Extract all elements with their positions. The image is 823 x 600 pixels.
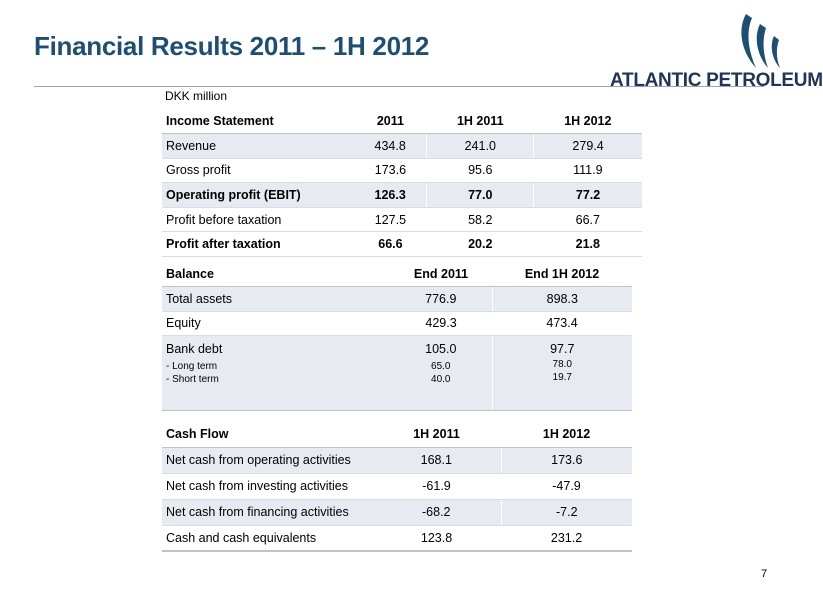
table-row bbox=[162, 158, 642, 183]
table-row-bank-debt bbox=[162, 336, 632, 411]
page-title: Financial Results 2011 – 1H 2012 bbox=[34, 31, 430, 61]
bank-debt-value: 105.0 bbox=[425, 342, 457, 356]
cell-value: 776.9 bbox=[390, 287, 492, 312]
column-header: 1H 2011 bbox=[372, 421, 501, 447]
table-row bbox=[162, 473, 632, 499]
cell-value: 434.8 bbox=[354, 134, 427, 159]
company-logo bbox=[600, 10, 823, 92]
column-header: Balance bbox=[162, 262, 390, 287]
cell-value: -61.9 bbox=[372, 473, 501, 499]
cell-value: -68.2 bbox=[372, 499, 501, 525]
row-label: Operating profit (EBIT) bbox=[162, 183, 354, 208]
cell-value: 279.4 bbox=[534, 134, 642, 159]
cell-value: 473.4 bbox=[492, 311, 632, 336]
sub-value: 65.0 bbox=[431, 361, 451, 372]
row-label: Gross profit bbox=[162, 158, 354, 183]
row-label bbox=[162, 336, 390, 411]
cell-value: 126.3 bbox=[354, 183, 427, 208]
table-row bbox=[162, 499, 632, 525]
cash-flow-table bbox=[162, 421, 632, 552]
table-row bbox=[162, 232, 642, 257]
table-row bbox=[162, 207, 642, 232]
row-label: Equity bbox=[162, 311, 390, 336]
cell-value: 21.8 bbox=[534, 232, 642, 257]
column-header: End 2011 bbox=[390, 262, 492, 287]
logo-wordmark: ATLANTIC PETROLEUM bbox=[610, 70, 823, 91]
row-label: Total assets bbox=[162, 287, 390, 312]
cell-value: 58.2 bbox=[427, 207, 534, 232]
cell-value: 127.5 bbox=[354, 207, 427, 232]
cell-value: 95.6 bbox=[427, 158, 534, 183]
column-header: 1H 2012 bbox=[501, 421, 632, 447]
table-row bbox=[162, 134, 642, 159]
sub-label: - Long term bbox=[166, 361, 218, 372]
sub-value: 40.0 bbox=[431, 374, 451, 385]
cell-value: 77.0 bbox=[427, 183, 534, 208]
row-label: Profit before taxation bbox=[162, 207, 354, 232]
row-label: Net cash from operating activities bbox=[162, 447, 372, 473]
table-header-row bbox=[162, 109, 642, 134]
column-header: End 1H 2012 bbox=[492, 262, 632, 287]
cell-value: 429.3 bbox=[390, 311, 492, 336]
cell-value: 231.2 bbox=[501, 525, 632, 551]
column-header: Cash Flow bbox=[162, 421, 372, 447]
cell-value: 241.0 bbox=[427, 134, 534, 159]
sub-value: 19.7 bbox=[552, 372, 572, 383]
table-row bbox=[162, 287, 632, 312]
table-row bbox=[162, 447, 632, 473]
cell-value: 66.6 bbox=[354, 232, 427, 257]
row-label: Cash and cash equivalents bbox=[162, 525, 372, 551]
three-curved-swoosh-icon bbox=[738, 10, 794, 72]
table-header-row bbox=[162, 421, 632, 447]
cell-value: -47.9 bbox=[501, 473, 632, 499]
cell-value: -7.2 bbox=[501, 499, 632, 525]
cell-value: 66.7 bbox=[534, 207, 642, 232]
cell-value: 173.6 bbox=[354, 158, 427, 183]
column-header: 2011 bbox=[354, 109, 427, 134]
row-label: Revenue bbox=[162, 134, 354, 159]
bank-debt-label: Bank debt bbox=[166, 342, 223, 356]
row-label: Net cash from financing activities bbox=[162, 499, 372, 525]
sub-value: 78.0 bbox=[552, 359, 572, 370]
table-header-row bbox=[162, 262, 632, 287]
cell-value bbox=[492, 336, 632, 411]
column-header: 1H 2012 bbox=[534, 109, 642, 134]
cell-value: 168.1 bbox=[372, 447, 501, 473]
row-label: Profit after taxation bbox=[162, 232, 354, 257]
bank-debt-value: 97.7 bbox=[550, 342, 575, 356]
cell-value: 898.3 bbox=[492, 287, 632, 312]
cell-value: 77.2 bbox=[534, 183, 642, 208]
column-header: Income Statement bbox=[162, 109, 354, 134]
table-row bbox=[162, 311, 632, 336]
sub-label: - Short term bbox=[166, 374, 219, 385]
page-number: 7 bbox=[761, 568, 768, 580]
table-row bbox=[162, 183, 642, 208]
cell-value: 123.8 bbox=[372, 525, 501, 551]
unit-label: DKK million bbox=[165, 89, 228, 103]
column-header: 1H 2011 bbox=[427, 109, 534, 134]
row-label: Net cash from investing activities bbox=[162, 473, 372, 499]
cell-value: 111.9 bbox=[534, 158, 642, 183]
cell-value bbox=[390, 336, 492, 411]
table-row bbox=[162, 525, 632, 551]
cell-value: 20.2 bbox=[427, 232, 534, 257]
income-statement-table bbox=[162, 109, 642, 257]
balance-table bbox=[162, 262, 632, 411]
cell-value: 173.6 bbox=[501, 447, 632, 473]
